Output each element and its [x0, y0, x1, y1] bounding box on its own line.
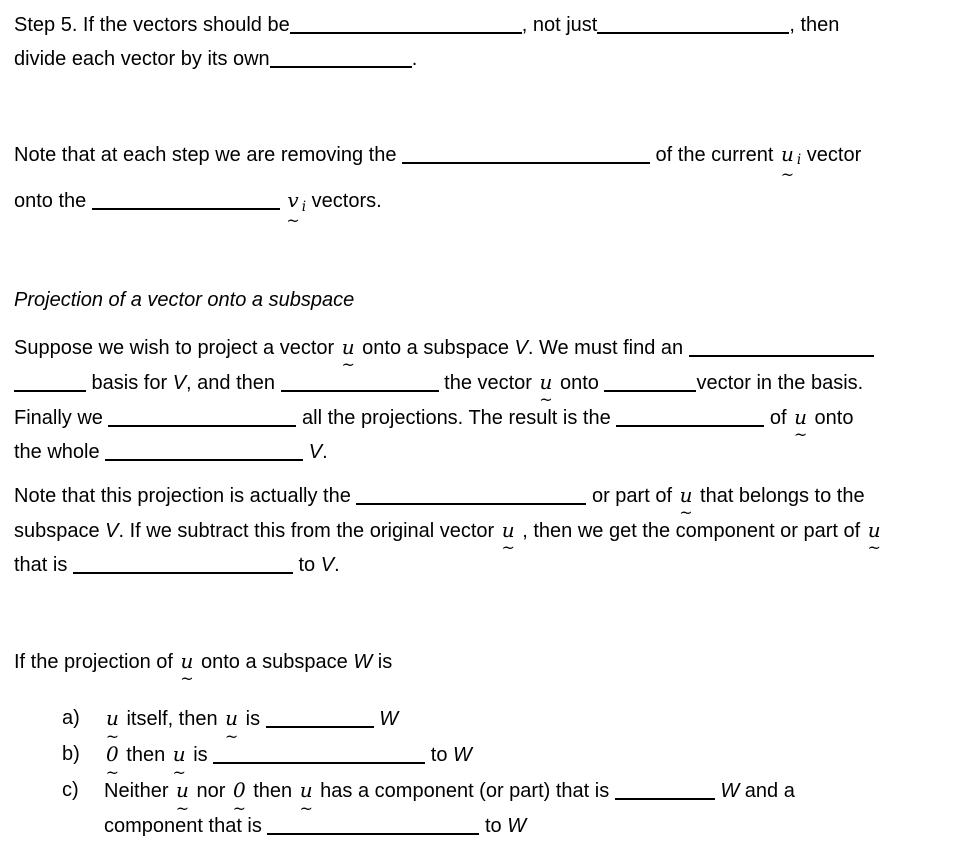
- vector-subscript: i: [301, 198, 307, 215]
- text-line: [14, 548, 948, 582]
- text-run: .: [411, 48, 418, 70]
- text-run: Finally we: [14, 406, 109, 429]
- list-item-label: c): [62, 778, 79, 801]
- vector-symbol: [104, 737, 121, 782]
- text-line: [104, 701, 948, 746]
- italic-text-run: V: [308, 440, 323, 463]
- text-run: vector in the basis.: [696, 371, 864, 394]
- text-run: Neither: [104, 779, 175, 802]
- tilde-under-accent-icon: ~: [224, 726, 239, 746]
- tilde-under-accent-icon: ~: [105, 762, 120, 782]
- text-run: itself, then: [120, 707, 224, 730]
- text-line: [14, 8, 948, 42]
- vector-symbol: [179, 644, 196, 688]
- list-item-a: [62, 701, 948, 746]
- tilde-under-accent-icon: ~: [501, 537, 515, 557]
- text-run: is: [372, 650, 393, 673]
- text-run: .: [322, 440, 328, 463]
- text-line: [14, 134, 948, 184]
- italic-text-run: W: [507, 814, 527, 837]
- tilde-under-accent-icon: ~: [180, 668, 194, 688]
- vector-letter: u: [780, 142, 794, 166]
- text-line: [14, 42, 948, 76]
- fill-in-blank-line: [356, 503, 586, 505]
- fill-in-blank-line: [105, 459, 303, 461]
- list-item-b: [62, 737, 948, 782]
- vector-letter: v: [287, 188, 299, 213]
- vector-letter: u: [299, 777, 313, 802]
- text-run: basis for: [86, 371, 173, 394]
- text-line: [104, 809, 948, 844]
- text-run: has a component (or part) that is: [314, 779, 615, 802]
- heading-projection: [14, 283, 948, 317]
- text-run: . If we subtract this from the original vector: [118, 519, 500, 542]
- text-line: [14, 400, 948, 444]
- text-run: then: [247, 779, 298, 802]
- text-run: to: [479, 814, 508, 837]
- fill-in-blank-line: [266, 726, 374, 728]
- vector-letter: u: [172, 741, 186, 766]
- text-run: If the projection of: [14, 650, 179, 673]
- fill-in-blank-line: [604, 390, 696, 392]
- text-run: Suppose we wish to project a vector: [14, 336, 340, 359]
- list-item-label: b): [62, 742, 80, 765]
- vector-letter: u: [501, 517, 515, 542]
- vector-letter: u: [176, 777, 189, 802]
- vector-letter: 0: [106, 741, 119, 766]
- fill-in-blank-line: [270, 66, 412, 68]
- text-run: vectors.: [306, 190, 382, 213]
- vector-symbol: [792, 400, 809, 444]
- fill-in-blank-line: [108, 425, 296, 427]
- text-run: Note that at each step we are removing the: [14, 144, 402, 166]
- tilde-under-accent-icon: ~: [793, 424, 808, 444]
- list-item-content: [104, 701, 948, 746]
- vector-letter: u: [180, 648, 194, 673]
- suppose: [14, 330, 948, 469]
- fill-in-blank-line: [14, 390, 86, 392]
- vector-symbol: [340, 330, 357, 374]
- text-run: that belongs to the: [694, 484, 865, 507]
- tilde-under-accent-icon: ~: [539, 389, 553, 409]
- text-run: onto: [808, 406, 854, 429]
- text-run: is: [187, 743, 214, 766]
- text-run: , then we get the component or part of: [516, 519, 866, 542]
- italic-text-run: V: [172, 371, 187, 394]
- tilde-under-accent-icon: ~: [299, 798, 313, 818]
- tilde-under-accent-icon: ~: [867, 537, 881, 557]
- text-run: then: [120, 743, 171, 766]
- list-item-c: [62, 773, 948, 844]
- text-run: all the projections. The result is the: [296, 406, 617, 429]
- tilde-under-accent-icon: ~: [780, 164, 795, 184]
- vector-letter: u: [225, 705, 239, 730]
- text-run: or part of: [586, 484, 678, 507]
- vector-symbol: [500, 513, 517, 557]
- italic-text-run: V: [320, 553, 335, 576]
- tilde-under-accent-icon: ~: [172, 762, 186, 782]
- vector-symbol: [231, 773, 248, 818]
- text-run: and a: [739, 779, 795, 802]
- vector-symbol: [538, 365, 555, 409]
- vector-letter: u: [341, 334, 355, 359]
- text-run: onto the: [14, 190, 92, 213]
- list-item-content: [104, 773, 948, 844]
- tilde-under-accent-icon: ~: [341, 354, 355, 374]
- text-run: . We must find an: [527, 336, 689, 359]
- text-line: [14, 513, 948, 557]
- fill-in-blank-line: [615, 798, 715, 800]
- vector-letter: u: [794, 404, 807, 429]
- tilde-under-accent-icon: ~: [175, 798, 190, 818]
- vector-symbol: [223, 701, 240, 746]
- text-line: [14, 283, 948, 317]
- fill-in-blank-line: [267, 833, 479, 835]
- text-run: onto a subspace: [356, 336, 515, 359]
- vector-symbol: [285, 180, 300, 231]
- fill-in-blank-line: [213, 762, 425, 764]
- vector-letter: u: [106, 705, 119, 730]
- text-run: subspace: [14, 519, 106, 542]
- italic-text-run: W: [379, 707, 399, 730]
- italic-text-run: W: [353, 650, 373, 673]
- vector-symbol: [174, 773, 191, 818]
- text-run: , and then: [186, 371, 281, 394]
- text-line: [14, 330, 948, 374]
- vector-symbol: [171, 737, 188, 782]
- note-removing: [14, 134, 948, 231]
- list-item-label: a): [62, 706, 80, 729]
- tilde-under-accent-icon: ~: [286, 211, 300, 231]
- vector-symbol: [779, 134, 796, 184]
- text-run: the whole: [14, 440, 106, 463]
- text-run: divide each vector by its own: [14, 48, 270, 70]
- tilde-under-accent-icon: ~: [679, 502, 693, 522]
- note-projection: [14, 478, 948, 582]
- fill-in-blank-line: [597, 32, 789, 34]
- text-run: , not just: [521, 14, 598, 36]
- vector-letter: u: [539, 369, 553, 394]
- text-run: vector: [801, 144, 862, 166]
- vector-letter: u: [867, 517, 881, 542]
- text-line: [104, 773, 948, 818]
- text-line: [14, 365, 948, 409]
- fill-in-blank-line: [73, 572, 293, 574]
- tilde-under-accent-icon: ~: [232, 798, 247, 818]
- italic-text-run: V: [514, 336, 528, 359]
- vector-subscript: i: [796, 152, 802, 169]
- text-run: Note that this projection is actually the: [14, 484, 357, 507]
- text-run: onto: [554, 371, 605, 394]
- fill-in-blank-line: [281, 390, 439, 392]
- italic-text-run: Projection of a vector onto a subspace: [14, 288, 355, 311]
- vector-symbol: [678, 478, 695, 522]
- text-run: of the current: [650, 144, 779, 166]
- fill-in-blank-line: [290, 32, 522, 34]
- vector-symbol: [866, 513, 883, 557]
- text-run: onto a subspace: [195, 650, 354, 673]
- text-run: to: [292, 553, 321, 576]
- text-line: [14, 644, 948, 688]
- vector-symbol: [298, 773, 315, 818]
- italic-text-run: W: [720, 779, 740, 802]
- vector-letter: u: [679, 482, 693, 507]
- tilde-under-accent-icon: ~: [105, 726, 120, 746]
- if-projection: [14, 644, 948, 688]
- text-run: to: [425, 743, 454, 766]
- text-run: .: [334, 553, 340, 576]
- vector-letter: 0: [232, 777, 246, 802]
- italic-text-run: W: [453, 743, 472, 766]
- italic-text-run: V: [105, 519, 119, 542]
- text-run: nor: [190, 779, 231, 802]
- fill-in-blank-line: [92, 208, 280, 210]
- vector-symbol: [104, 701, 121, 746]
- text-line: [14, 180, 948, 231]
- fill-in-blank-line: [689, 355, 874, 357]
- text-run: the vector: [438, 371, 538, 394]
- text-run: Step 5. If the vectors should be: [14, 14, 290, 36]
- text-run: is: [240, 707, 266, 730]
- text-run: , then: [789, 14, 840, 36]
- text-run: component that is: [104, 814, 268, 837]
- fill-in-blank-line: [616, 425, 764, 427]
- options-list: [62, 701, 948, 844]
- text-run: that is: [14, 553, 73, 576]
- text-line: [14, 435, 948, 469]
- fill-in-blank-line: [402, 162, 650, 164]
- text-run: of: [764, 406, 793, 429]
- text-line: [14, 478, 948, 522]
- step5: [14, 8, 948, 76]
